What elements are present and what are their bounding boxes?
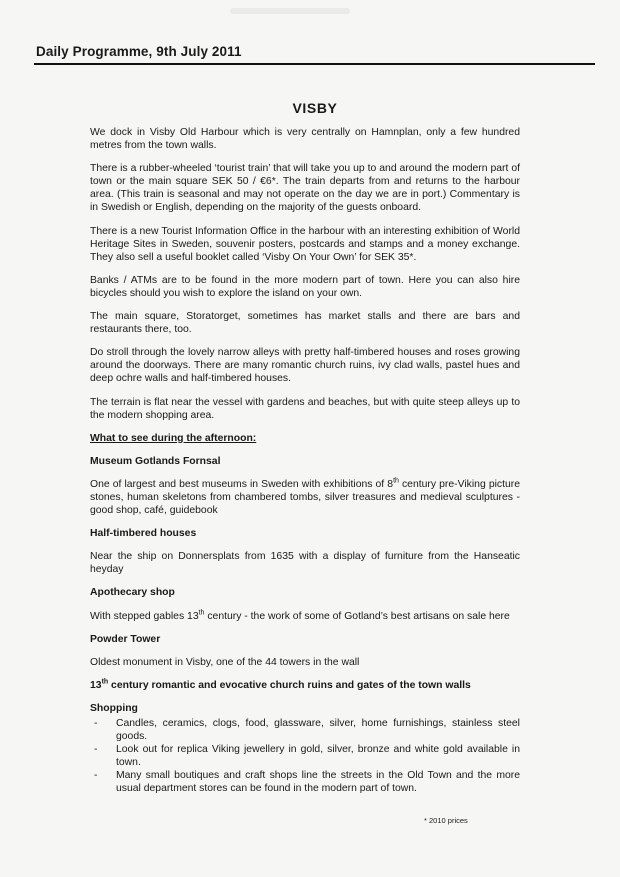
museum-text [90, 478, 520, 517]
intro-paragraph-6: Do stroll through the lovely narrow alleys with pretty half-timbered houses and roses growing around the doorways. There are many romantic church ruins, ivy clad walls, pastel hues and deep ochre walls and half-timbered houses. [90, 347, 520, 385]
shopping-item-1: - Candles, ceramics, clogs, food, glassware, silver, home furnishings, stainless steel goods. [116, 717, 520, 743]
intro-paragraph-4: Banks / ATMs are to be found in the more modern part of town. Here you can also hire bicycles should you wish to explore the island on your own. [90, 274, 520, 299]
apothecary-text-before: With stepped gables 13 [90, 610, 199, 622]
tower-title: Powder Tower [90, 633, 161, 645]
shopping-list [90, 717, 520, 796]
main-content [90, 126, 520, 796]
museum-text-after: century pre-Viking picture stones, human skeletons from chambered tombs, silver treasures and medieval sculptures - good shop, café, guidebook [90, 478, 521, 517]
ruins-sup: th [101, 678, 109, 686]
header-rule [34, 63, 595, 65]
shopping-item-3: - Many small boutiques and craft shops line the streets in the Old Town and the more usual department stores can be found in the modern part of town. [116, 769, 520, 795]
apothecary-sup: th [198, 609, 205, 617]
shopping-title: Shopping [90, 702, 138, 714]
ruins-title-after: century romantic and evocative church ruins and gates of the town walls [108, 679, 471, 691]
scan-smudge [230, 8, 350, 14]
intro-paragraph-3: There is a new Tourist Information Office in the harbour with an interesting exhibition of World Heritage Sites in Sweden, souvenir posters, postcards and stamps and a money exchange. They also sell a useful booklet called ‘Visby On Your Own’ for SEK 35*. [90, 225, 520, 263]
intro-paragraph-2: There is a rubber-wheeled ‘tourist train’ that will take you up to and around the modern part of town or the main square SEK 50 / €6*. The train departs from and returns to the harbour area. (This train is seasonal and may not operate on the day we are in port.) Commentary is in Swedish or English, depending on the majority of the guests onboard. [90, 163, 520, 214]
museum-text-before: One of largest and best museums in Sweden with exhibitions of 8 [90, 478, 394, 490]
ruins-title [90, 679, 520, 692]
intro-paragraph-5: The main square, Storatorget, sometimes has market stalls and there are bars and restaurants there, too. [90, 311, 520, 336]
apothecary-text-after: century - the work of some of Gotland’s best artisans on sale here [204, 610, 510, 622]
ruins-title-before: 13 [90, 679, 102, 691]
houses-title: Half-timbered houses [90, 528, 197, 540]
intro-paragraph-7: The terrain is flat near the vessel with gardens and beaches, but with quite steep alleys up to the modern shopping area. [90, 396, 520, 421]
apothecary-text [90, 610, 520, 623]
tower-text: Oldest monument in Visby, one of the 44 towers in the wall [90, 656, 360, 668]
houses-text: Near the ship on Donnersplats from 1635 with a display of furniture from the Hanseatic heyday [90, 551, 520, 576]
museum-title: Museum Gotlands Fornsal [90, 455, 221, 467]
intro-paragraph-1: We dock in Visby Old Harbour which is very centrally on Hamnplan, only a few hundred metres from the town walls. [90, 127, 520, 152]
apothecary-title: Apothecary shop [90, 587, 175, 599]
museum-sup: th [393, 477, 399, 485]
shopping-item-2: - Look out for replica Viking jewellery in gold, silver, bronze and white gold available in town. [116, 743, 520, 769]
page-title: VISBY [292, 100, 338, 116]
footnote: * 2010 prices [424, 816, 468, 825]
header-title: Daily Programme, 9th July 2011 [36, 44, 242, 59]
afternoon-heading: What to see during the afternoon: [90, 432, 257, 444]
